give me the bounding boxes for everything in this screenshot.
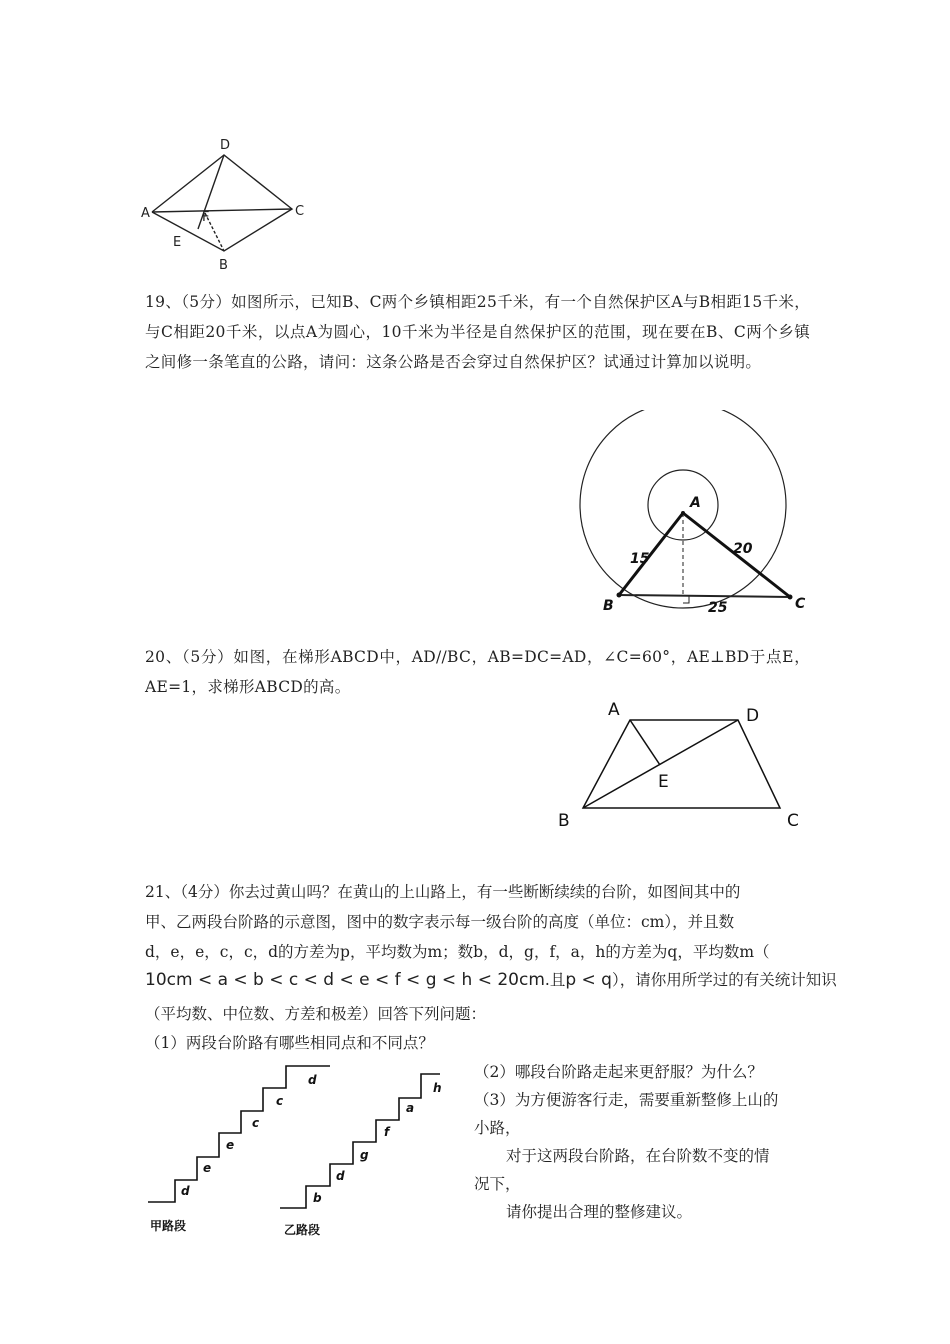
sub-question-3-line-4: 况下， xyxy=(474,1175,521,1193)
question-21-line-5: （平均数、中位数、方差和极差）回答下列问题： xyxy=(145,1005,487,1023)
side-ab xyxy=(619,513,683,595)
sub-question-3-line-5: 请你提出合理的整修建议。 xyxy=(506,1203,693,1221)
question-21-line-3: d，e，e，c，c，d的方差为p，平均数为m；数b，d，g，f，a，h的方差为q，平均数m（ xyxy=(145,943,770,961)
question-21-line-4 xyxy=(145,968,837,992)
label-AC: 20 xyxy=(733,541,753,557)
trapezoid-abcd xyxy=(583,720,780,808)
label-A: A xyxy=(141,206,150,221)
and-text: .且 xyxy=(544,971,566,989)
figure-q20 xyxy=(550,695,810,835)
label-E: E xyxy=(658,772,669,792)
jia-step-2: e xyxy=(203,1161,212,1175)
jia-step-4: c xyxy=(252,1116,260,1130)
jia-step-5: c xyxy=(276,1094,284,1108)
figure-q18 xyxy=(140,135,310,275)
label-F: F xyxy=(202,210,210,225)
label-B: B xyxy=(558,811,570,831)
question-21-line-2: 甲、乙两段台阶路的示意图，图中的数字表示每一级台阶的高度（单位：cm），并且数 xyxy=(145,913,735,931)
segment-ae xyxy=(630,720,660,765)
yi-step-3: g xyxy=(360,1148,369,1162)
pq-inequality: p < q xyxy=(565,970,612,990)
label-BC: 25 xyxy=(708,600,728,616)
label-A: A xyxy=(608,700,620,720)
line-4-rest: ），请你用所学过的有关统计知识 xyxy=(611,971,837,989)
label-D: D xyxy=(746,706,760,726)
jia-step-1: d xyxy=(181,1184,190,1198)
label-B: B xyxy=(603,598,614,614)
right-angle-mark xyxy=(683,596,689,603)
figure-q19 xyxy=(575,410,815,620)
sub-question-3-line-2: 小路， xyxy=(474,1119,521,1137)
label-E: E xyxy=(173,235,182,250)
yi-stairs xyxy=(280,1074,440,1208)
yi-step-2: d xyxy=(336,1169,345,1183)
question-21-line-1: 21、（4分）你去过黄山吗？在黄山的上山路上，有一些断断续续的台阶，如图间其中的 xyxy=(145,883,741,901)
yi-label: 乙路段 xyxy=(284,1223,321,1237)
sub-question-2: （2）哪段台阶路走起来更舒服？为什么？ xyxy=(474,1063,763,1081)
label-C: C xyxy=(795,596,806,612)
yi-step-6: h xyxy=(433,1081,442,1095)
question-19-text: 19、（5分）如图所示，已知B、C两个乡镇相距25千米，有一个自然保护区A与B相距15千米，与C相距20千米，以点A为圆心，10千米为半径是自然保护区的范围，现在要在B、C两个乡镇之间修一条笔直的公路，请问：这条公路是否会穿过自然保护区？试通过计算加以说明。 xyxy=(145,293,810,371)
jia-stairs xyxy=(148,1066,330,1202)
sub-question-1: （1）两段台阶路有哪些相同点和不同点？ xyxy=(145,1034,434,1052)
inequality-chain: 10cm < a < b < c < d < e < f < g < h < 20cm xyxy=(145,970,545,990)
question-20-text: 20、（5分）如图，在梯形ABCD中，AD//BC，AB=DC=AD，∠C=60°，AE⊥BD于点E，AE=1，求梯形ABCD的高。 xyxy=(145,648,810,696)
jia-step-3: e xyxy=(226,1138,235,1152)
jia-label: 甲路段 xyxy=(150,1219,187,1233)
diagonal-ac xyxy=(152,209,292,212)
yi-step-4: f xyxy=(384,1125,390,1139)
label-A: A xyxy=(690,495,701,511)
label-C: C xyxy=(787,811,799,831)
label-AB: 15 xyxy=(630,551,650,567)
label-C: C xyxy=(295,204,305,219)
sub-question-3-line-1: （3）为方便游客行走，需要重新整修上山的 xyxy=(474,1091,779,1109)
label-D: D xyxy=(220,138,231,153)
label-B: B xyxy=(219,258,228,273)
sub-question-3-line-3: 对于这两段台阶路，在台阶数不变的情 xyxy=(506,1147,770,1165)
yi-step-1: b xyxy=(313,1191,322,1205)
jia-step-6: d xyxy=(308,1073,317,1087)
yi-step-5: a xyxy=(406,1101,415,1115)
stairs-figure xyxy=(140,1060,465,1245)
road-bc xyxy=(619,595,790,597)
